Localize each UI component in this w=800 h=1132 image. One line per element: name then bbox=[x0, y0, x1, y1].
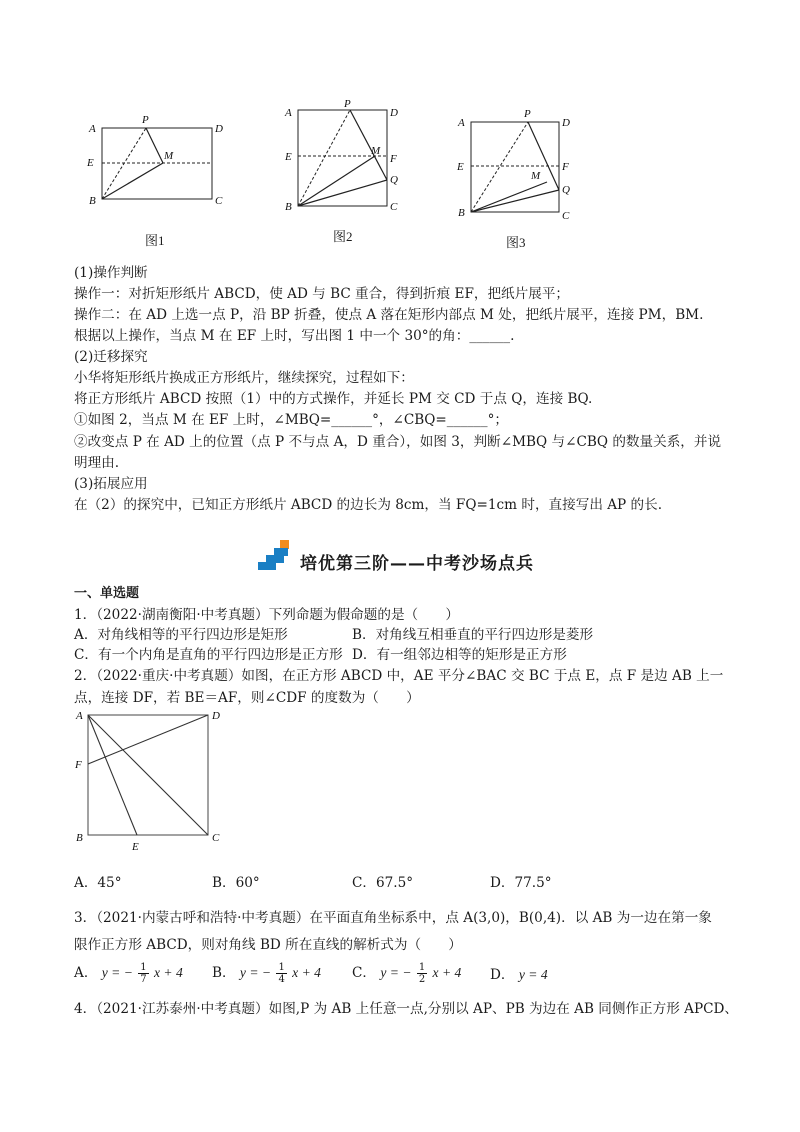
label-e: E bbox=[285, 151, 292, 163]
option-prefix: B． bbox=[212, 965, 236, 981]
expr-tail: x + 4 bbox=[153, 965, 183, 980]
numerator: 1 bbox=[140, 962, 147, 973]
q4-stem: 4．（2021·江苏泰州·中考真题）如图,P 为 AB 上任意一点,分别以 AP、PB 为边在 AB 同侧作正方形 APCD、 bbox=[74, 1001, 739, 1017]
label-f: F bbox=[390, 153, 397, 165]
q3-stem-line1: 3．（2021·内蒙古呼和浩特·中考真题）在平面直角坐标系中，点 A(3,0)，B(0,4)．以 AB 为一边在第一象 bbox=[74, 910, 712, 926]
q1-option-d: D．有一组邻边相等的矩形是正方形 bbox=[352, 647, 567, 663]
q1-stem: 1．（2022·湖南衡阳·中考真题）下列命题为假命题的是（ ） bbox=[74, 607, 459, 623]
label-e: E bbox=[457, 161, 464, 173]
label-d: D bbox=[212, 710, 220, 722]
problem-line: ①如图 2，当点 M 在 EF 上时，∠MBQ=______°，∠CBQ=______°； bbox=[74, 412, 508, 428]
section-heading: 一、单选题 bbox=[74, 586, 140, 601]
q3-option-c bbox=[352, 962, 461, 985]
problem-line: (3)拓展应用 bbox=[74, 476, 148, 492]
figure-1-caption: 图1 bbox=[145, 233, 165, 248]
label-p: P bbox=[524, 108, 531, 120]
problem-line: 在（2）的探究中，已知正方形纸片 ABCD 的边长为 8cm，当 FQ=1cm 时，直接写出 AP 的长. bbox=[74, 497, 663, 513]
label-q: Q bbox=[390, 174, 398, 186]
section-logo-icon bbox=[258, 538, 298, 572]
figure-2-caption: 图2 bbox=[333, 229, 353, 244]
expr-head: y = − bbox=[239, 965, 272, 980]
expr-head: y = − bbox=[101, 965, 133, 980]
label-c: C bbox=[212, 832, 220, 844]
label-q: Q bbox=[562, 184, 570, 196]
label-p: P bbox=[344, 98, 351, 110]
option-prefix: C． bbox=[352, 965, 376, 981]
q1-option-b: B．对角线互相垂直的平行四边形是菱形 bbox=[352, 627, 594, 643]
fraction bbox=[138, 962, 148, 985]
problem-line: 小华将矩形纸片换成正方形纸片，继续探究，过程如下： bbox=[74, 370, 414, 386]
problem-line: 操作二：在 AD 上选一点 P，沿 BP 折叠，使点 A 落在矩形内部点 M 处，把纸片展平，连接 PM，BM. bbox=[74, 307, 704, 323]
figure-3-caption: 图3 bbox=[506, 235, 526, 250]
q2-figure bbox=[70, 705, 240, 855]
label-c: C bbox=[390, 201, 398, 213]
option-prefix: A． bbox=[74, 965, 98, 981]
label-b: B bbox=[76, 832, 83, 844]
label-m: M bbox=[371, 145, 381, 157]
label-f: F bbox=[75, 759, 82, 771]
label-b: B bbox=[458, 207, 465, 219]
expr-tail: x + 4 bbox=[292, 965, 321, 980]
denominator: 7 bbox=[140, 974, 147, 985]
label-m: M bbox=[531, 170, 541, 182]
problem-line: (1)操作判断 bbox=[74, 265, 148, 281]
label-a: A bbox=[89, 123, 96, 135]
numerator: 1 bbox=[418, 962, 426, 973]
figure-1 bbox=[80, 108, 230, 208]
q3-stem-line2: 限作正方形 ABCD，则对角线 BD 所在直线的解析式为（ ） bbox=[74, 937, 462, 953]
label-b: B bbox=[285, 201, 292, 213]
q2-option-b: B．60° bbox=[212, 875, 260, 891]
label-d: D bbox=[215, 123, 223, 135]
label-a: A bbox=[76, 710, 83, 722]
problem-line: 操作一：对折矩形纸片 ABCD，使 AD 与 BC 重合，得到折痕 EF，把纸片展平； bbox=[74, 286, 570, 302]
section-title: 培优第三阶——中考沙场点兵 bbox=[300, 554, 534, 574]
figure-2 bbox=[280, 98, 410, 218]
q2-option-c: C．67.5° bbox=[352, 875, 414, 891]
label-p: P bbox=[142, 114, 149, 126]
problem-line: 根据以上操作，当点 M 在 EF 上时，写出图 1 中一个 30°的角：______. bbox=[74, 328, 515, 344]
denominator: 4 bbox=[278, 974, 285, 985]
option-prefix: D． bbox=[490, 967, 515, 983]
q2-stem-line2: 点，连接 DF，若 BE＝AF，则∠CDF 的度数为（ ） bbox=[74, 690, 420, 706]
label-a: A bbox=[458, 117, 465, 129]
label-c: C bbox=[215, 195, 223, 207]
denominator: 2 bbox=[418, 974, 426, 985]
q1-option-a: A．对角线相等的平行四边形是矩形 bbox=[74, 627, 288, 643]
q2-option-a: A．45° bbox=[74, 875, 122, 891]
q2-option-d: D．77.5° bbox=[490, 875, 552, 891]
label-d: D bbox=[390, 107, 398, 119]
problem-line: 明理由. bbox=[74, 455, 120, 471]
q1-option-c: C．有一个内角是直角的平行四边形是正方形 bbox=[74, 647, 343, 663]
expr-tail: x + 4 bbox=[432, 965, 462, 980]
expr-head: y = − bbox=[380, 965, 412, 980]
label-a: A bbox=[285, 107, 292, 119]
q3-option-a bbox=[74, 962, 183, 985]
expr: y = 4 bbox=[518, 967, 548, 982]
q3-option-b bbox=[212, 962, 321, 985]
problem-line: (2)迁移探究 bbox=[74, 349, 148, 365]
label-m: M bbox=[164, 150, 174, 162]
label-b: B bbox=[89, 195, 96, 207]
q3-option-d bbox=[490, 966, 548, 984]
problem-line: ②改变点 P 在 AD 上的位置（点 P 不与点 A，D 重合），如图 3，判断∠MBQ 与∠CBQ 的数量关系，并说 bbox=[74, 434, 722, 450]
fraction bbox=[276, 962, 286, 985]
label-e: E bbox=[132, 841, 139, 853]
figure-3 bbox=[455, 104, 585, 224]
problem-line: 将正方形纸片 ABCD 按照（1）中的方式操作，并延长 PM 交 CD 于点 Q，连接 BQ. bbox=[74, 391, 593, 407]
label-c: C bbox=[562, 210, 570, 222]
label-f: F bbox=[562, 161, 569, 173]
label-e: E bbox=[87, 157, 94, 169]
fraction bbox=[417, 962, 427, 985]
label-d: D bbox=[562, 117, 570, 129]
numerator: 1 bbox=[278, 962, 285, 973]
q2-stem-line1: 2．（2022·重庆·中考真题）如图，在正方形 ABCD 中，AE 平分∠BAC 交 BC 于点 E，点 F 是边 AB 上一 bbox=[74, 668, 724, 684]
